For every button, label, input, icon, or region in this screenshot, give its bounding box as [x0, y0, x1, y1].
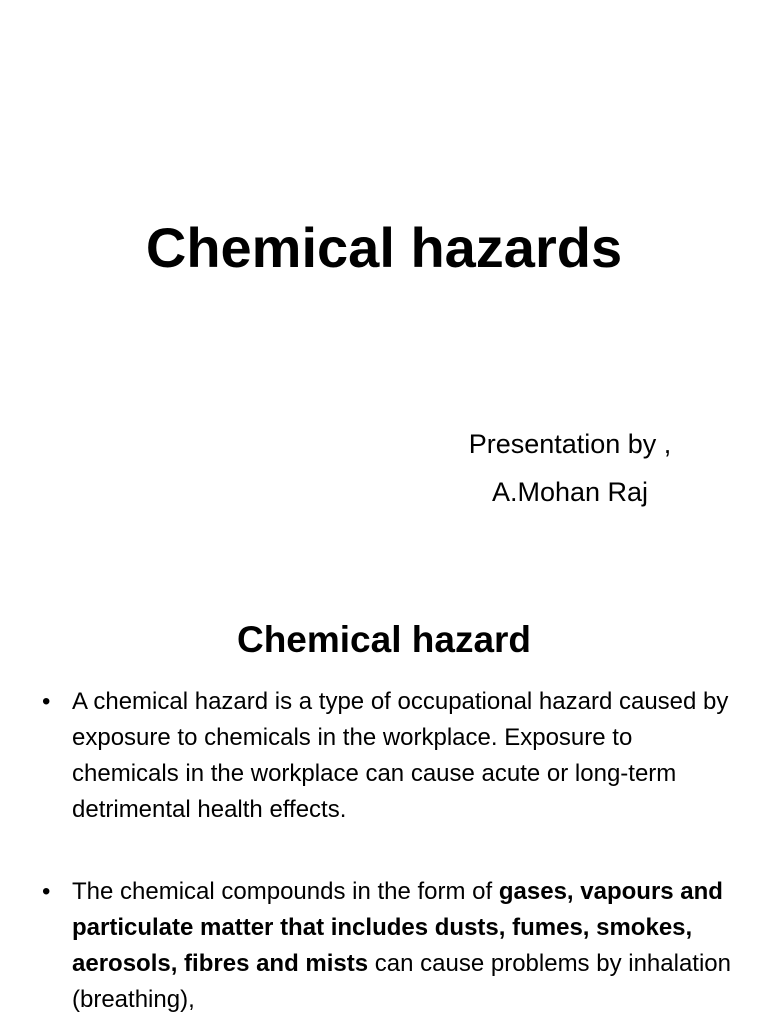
bullet-text-part2: can cause problems by inhalation (breathing),: [72, 950, 731, 1013]
bullet-item-compounds: [42, 874, 732, 1018]
bullet-text-part1: The chemical compounds in the form of: [72, 878, 499, 905]
bullet-dot-icon: •: [42, 688, 51, 715]
bullet-item-definition: [42, 684, 732, 828]
presenter-block: [430, 420, 710, 516]
bullet-list: [42, 684, 732, 1024]
bullet-text: A chemical hazard is a type of occupational hazard caused by exposure to chemicals in the workplace. Exposure to chemicals in the workplace can cause acute or long-term detrimental health effects.: [72, 688, 729, 823]
slide-heading: Chemical hazard: [236, 619, 532, 660]
bullet-dot-icon: •: [42, 878, 51, 905]
presenter-name: A.Mohan Raj: [491, 477, 649, 507]
presentation-title: Chemical hazards: [145, 216, 623, 279]
presented-by-label: Presentation by ,: [468, 429, 672, 459]
content-slide: [0, 576, 768, 1024]
bullet-text-bold: gases, vapours and particulate matter that includes dusts, fumes, smokes, aerosols, fibres and mists: [72, 878, 723, 977]
